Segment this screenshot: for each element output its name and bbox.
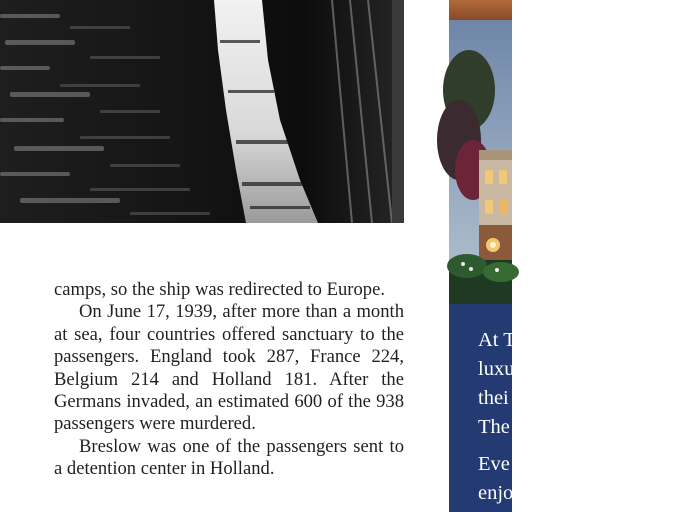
article-paragraph: camps, so the ship was redirected to Europe. — [54, 279, 385, 300]
ad-header-strip — [449, 0, 512, 20]
article-paragraph: On June 17, 1939, after more than a month at sea, four countries offered sanctuary to the passengers. England took 287, France 224, Belgium 214 and Holland 181. After the Germans invaded, an estimated 600 of the 938 passengers were murdered. — [54, 301, 404, 435]
archival-photo — [0, 0, 404, 223]
article-paragraph: Breslow was one of the passengers sent to a detention center in Holland. — [54, 435, 404, 480]
ad-line: luxu — [478, 358, 515, 380]
article-body — [54, 279, 404, 481]
ad-building-photo — [449, 20, 512, 304]
ad-copy — [478, 326, 698, 508]
advertisement-panel[interactable] — [449, 0, 516, 512]
ad-line: enjo — [478, 482, 514, 504]
ad-line: thei — [478, 387, 509, 409]
ad-line: Eve — [478, 453, 510, 475]
ad-line: The — [478, 416, 510, 438]
ad-line: At T — [478, 329, 516, 351]
